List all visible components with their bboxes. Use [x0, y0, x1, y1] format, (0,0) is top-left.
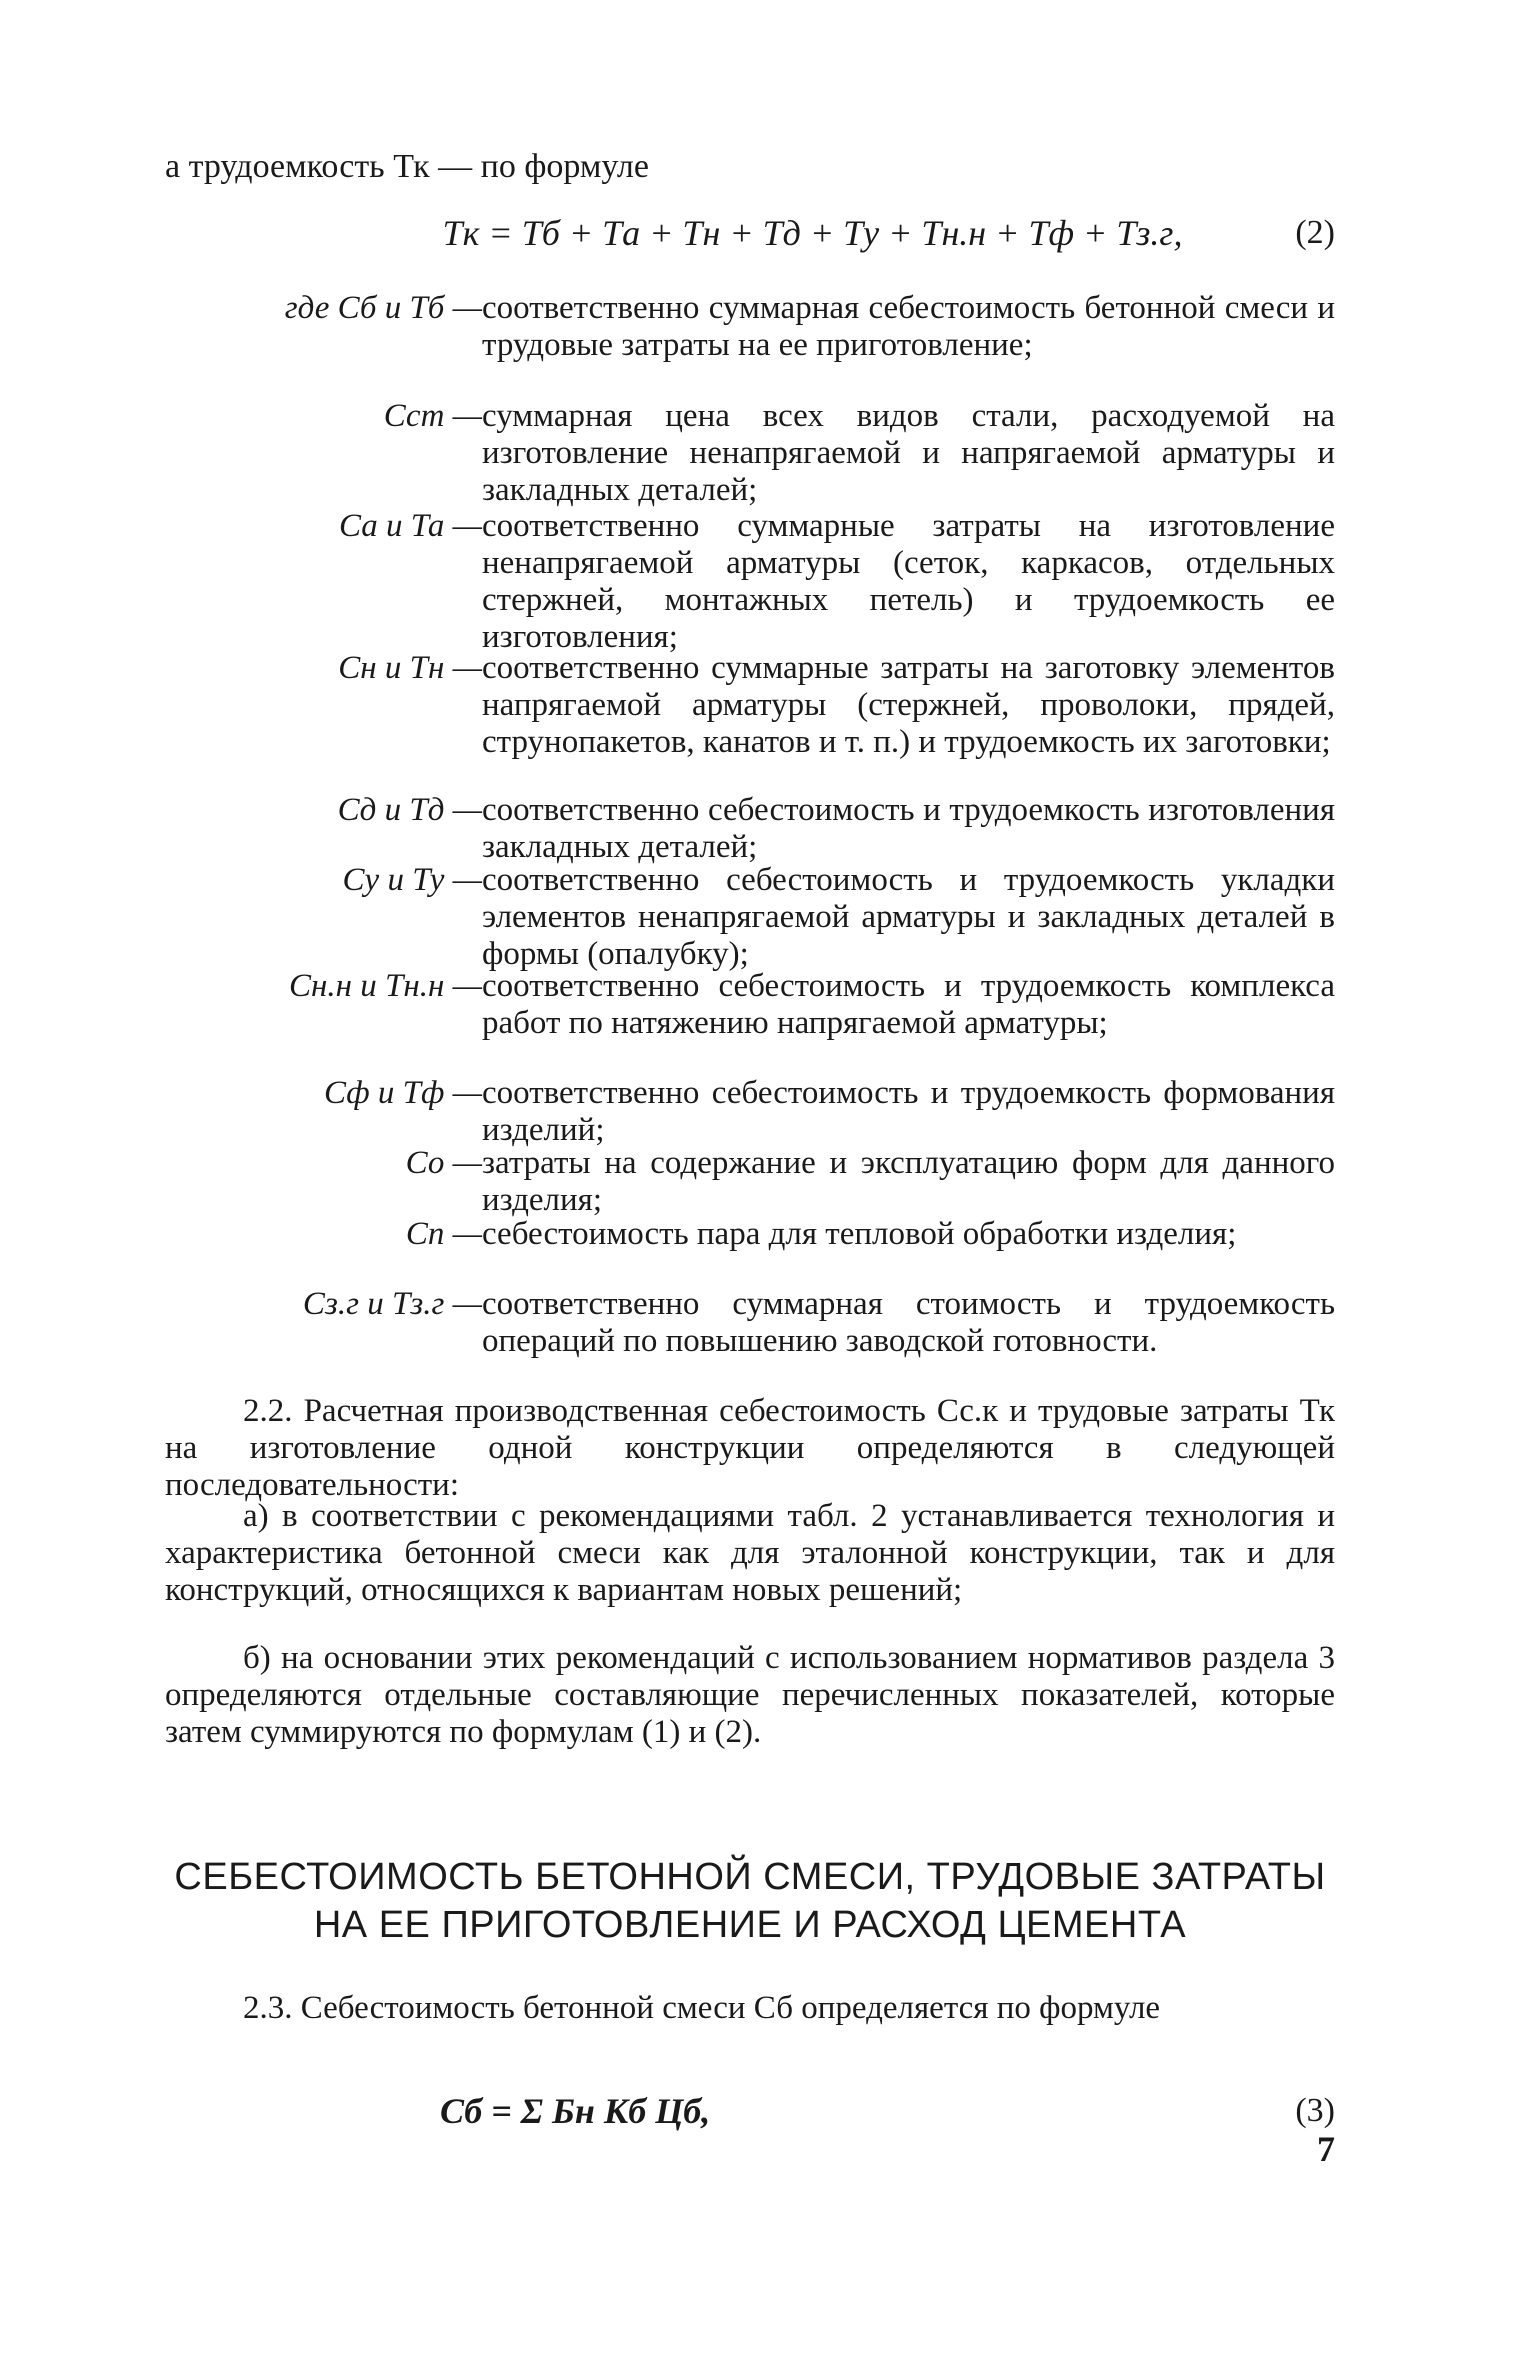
definition-text: себестоимость пара для тепловой обработки изделия; — [482, 1216, 1237, 1252]
definition-text: соответственно суммарные затраты на изготовление ненапрягаемой арматуры (сеток, каркасов, отдельных стержней, монтажных петель) и трудоемкость ее изготовления; — [482, 508, 1335, 655]
definition-item — [165, 968, 1335, 1042]
formula-2: Tк = Tб + Tа + Tн + Tд + Tу + Tн.н + Tф + Tз.г, — [442, 213, 1183, 253]
definition-text: суммарная цена всех видов стали, расходуемой на изготовление ненапрягаемой и напрягаемой арматуры и закладных деталей; — [482, 398, 1335, 508]
definition-text: соответственно суммарная себестоимость бетонной смеси и трудовые затраты на ее приготовление; — [482, 290, 1335, 363]
definition-symbol: где Сб и Тб — — [284, 290, 482, 326]
definition-symbol: Сд и Тд — — [337, 792, 482, 828]
definition-symbol: Сз.г и Тз.г — — [302, 1286, 482, 1322]
definition-item — [165, 792, 1335, 866]
section-heading-line-2: НА ЕЕ ПРИГОТОВЛЕНИЕ И РАСХОД ЦЕМЕНТА — [313, 1904, 1187, 1946]
intro-text: а трудоемкость Тк — по формуле — [165, 148, 649, 185]
definition-symbol: Сст — — [383, 398, 482, 434]
definition-text: соответственно себестоимость и трудоемкость укладки элементов ненапрягаемой арматуры и закладных деталей в формы (опалубку); — [482, 862, 1335, 972]
section-heading-line-1: СЕБЕСТОИМОСТЬ БЕТОННОЙ СМЕСИ, ТРУДОВЫЕ ЗАТРАТЫ — [174, 1856, 1326, 1898]
definition-text: соответственно суммарные затраты на заготовку элементов напрягаемой арматуры (стержней, проволоки, прядей, струнопакетов, канатов и т. п.) и трудоемкость их заготовки; — [482, 650, 1335, 760]
definition-item — [165, 1075, 1335, 1149]
definition-item — [165, 650, 1335, 761]
definition-item — [165, 508, 1335, 656]
definition-item — [165, 1216, 1335, 1253]
page-number: 7 — [1317, 2129, 1335, 2169]
formula-2-number: (2) — [1295, 214, 1335, 251]
formula-3-number: (3) — [1295, 2092, 1335, 2129]
definition-item — [165, 1286, 1335, 1360]
definition-text: соответственно себестоимость и трудоемкость комплекса работ по натяжению напрягаемой арматуры; — [482, 968, 1335, 1041]
definition-item — [165, 862, 1335, 973]
definition-text: соответственно себестоимость и трудоемкость формования изделий; — [482, 1075, 1335, 1148]
definition-symbol: Сп — — [405, 1216, 482, 1252]
formula-3: Сб = Σ Бн Кб Цб, — [440, 2091, 711, 2131]
paragraph-a: а) в соответствии с рекомендациями табл. 2 устанавливается технология и характеристика бетонной смеси как для эталонной конструкции, так и для конструкций, относящихся к вариантам новых решений; — [165, 1498, 1335, 1608]
paragraph-b: б) на основании этих рекомендаций с использованием нормативов раздела 3 определяются отдельные составляющие перечисленных показателей, которые затем суммируются по формулам (1) и (2). — [165, 1640, 1335, 1750]
definition-symbol: Сф и Тф — — [323, 1075, 482, 1111]
paragraph-2-2: 2.2. Расчетная производственная себестоимость Сс.к и трудовые затраты Тк на изготовление одной конструкции определяются в следующей последовательности: — [165, 1393, 1335, 1503]
definition-item — [165, 1145, 1335, 1219]
paragraph-2-3: 2.3. Себестоимость бетонной смеси Сб определяется по формуле — [243, 1990, 1161, 2026]
definition-symbol: Сн и Тн — — [338, 650, 482, 686]
definition-text: затраты на содержание и эксплуатацию форм для данного изделия; — [482, 1145, 1335, 1218]
definition-symbol: Со — — [405, 1145, 482, 1181]
definition-symbol: Су и Ту — — [342, 862, 482, 898]
section-heading — [165, 1853, 1335, 1949]
definition-text: соответственно себестоимость и трудоемкость изготовления закладных деталей; — [482, 792, 1335, 865]
definition-symbol: Са и Та — — [339, 508, 482, 544]
definition-symbol: Сн.н и Тн.н — — [289, 968, 482, 1004]
definition-item — [165, 398, 1335, 509]
definition-item — [165, 290, 1335, 364]
definition-text: соответственно суммарная стоимость и трудоемкость операций по повышению заводской готовности. — [482, 1286, 1335, 1359]
